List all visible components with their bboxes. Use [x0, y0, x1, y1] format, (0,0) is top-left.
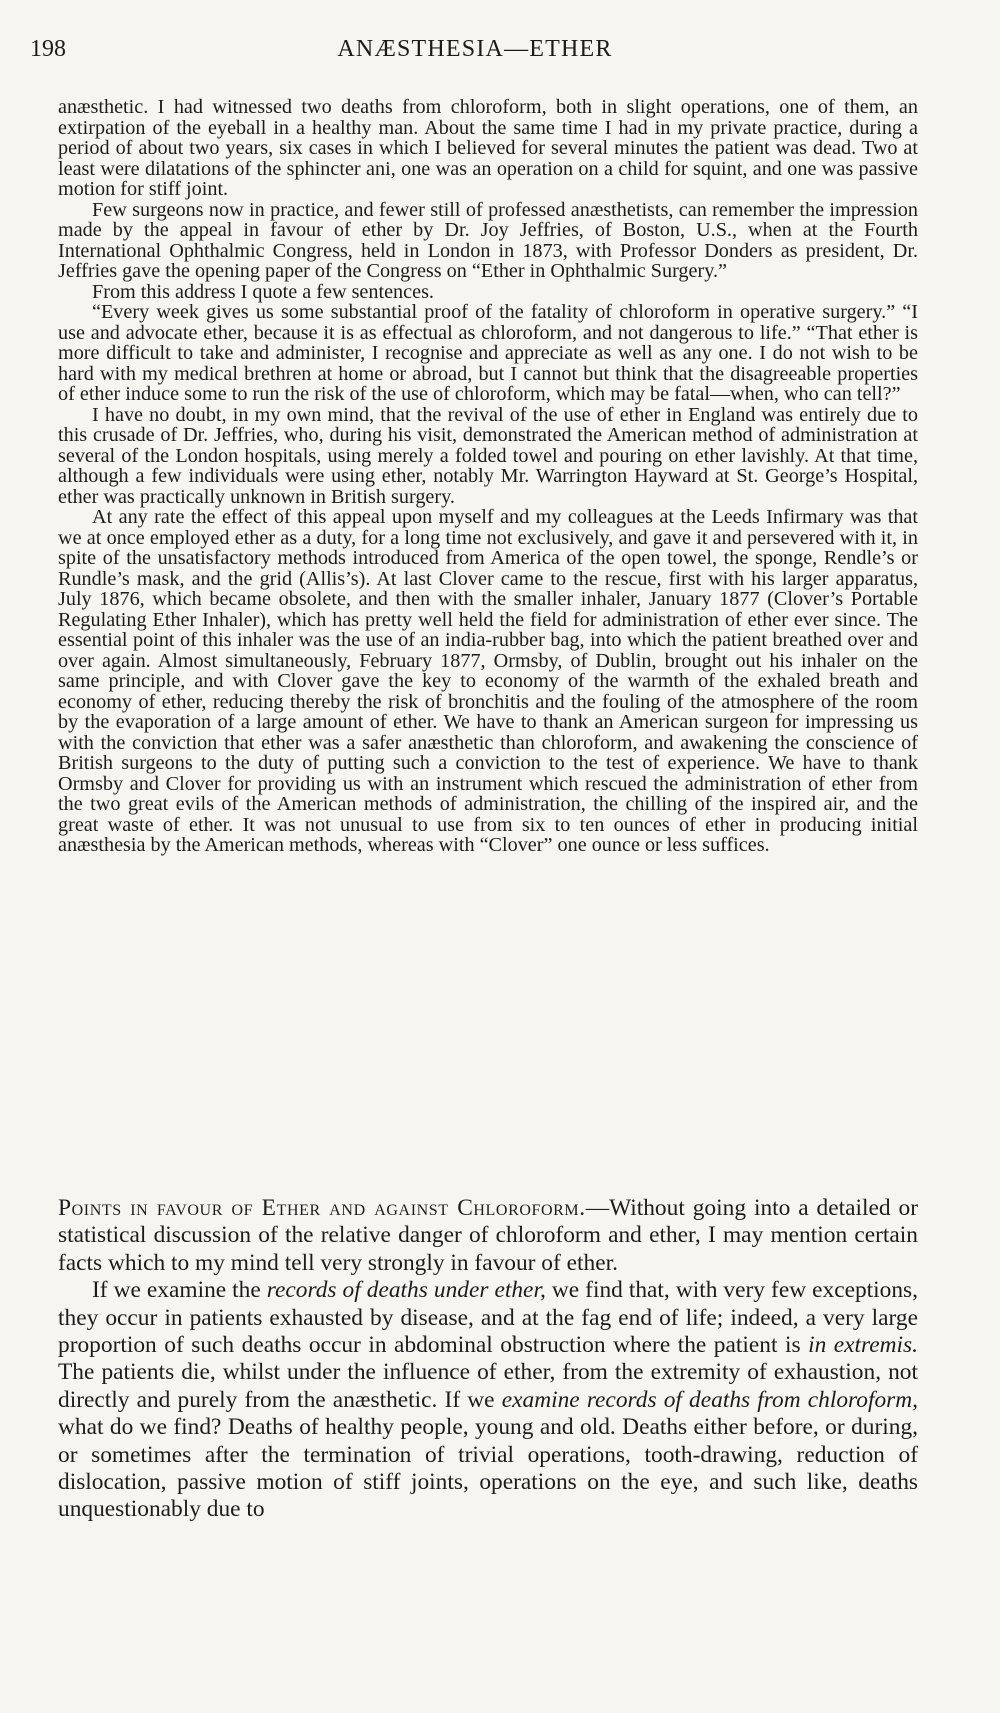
text-run: The patients die, whilst under the influence of ether, from the extremity of exhaustion, not directly and purely from the anæsthetic. If we: [58, 1359, 918, 1413]
paragraph-continued: anæsthetic. I had witnessed two deaths from chloroform, both in slight operations, one of them, an extirpation of the eyeball in a healthy man. About the same time I had in my private practice, during a period of about two years, six cases in which I believed for several minutes the patient was dead. Two at least were dilatations of the sphincter ani, one was an operation on a child for squint, and one was passive motion for stiff joint.: [58, 96, 918, 200]
page-number: 198: [30, 36, 66, 62]
paragraph-revival: I have no doubt, in my own mind, that the revival of the use of ether in England was entirely due to this crusade of Dr. Jeffries, who, during his visit, demonstrated the American method of administration at several of the London hospitals, using merely a folded towel and pouring on ether lavishly. At that time, although a few individuals were using ether, notably Mr. Warrington Hayward at St. George’s Hospital, ether was practically unknown in British surgery.: [58, 403, 918, 508]
page-header: [30, 36, 920, 72]
text-run: we find that, with very few exceptions, they occur in patients exhausted by disease, and at the fag end of life; indeed, a very large proportion of such deaths occur in abdominal obstruction where the patient is: [58, 1277, 918, 1359]
section-paragraph-1: [58, 1195, 918, 1277]
italic-phrase: examine records of deaths from chloroform,: [501, 1386, 919, 1413]
text-run: what do we find? Deaths of healthy people, young and old. Deaths either before, or during, or sometimes after the termination of trivial operations, tooth-drawing, reduction of dislocation, passive motion of stiff joints, operations on the eye, and such like, deaths unquestionably due to: [58, 1414, 918, 1523]
section-heading: Points in favour of Ether and against Chloroform.: [58, 1195, 586, 1221]
italic-phrase: records of deaths under ether,: [266, 1277, 546, 1304]
paragraph-quote-intro: From this address I quote a few sentences.: [92, 280, 434, 303]
section-paragraph-2: [58, 1277, 918, 1524]
italic-phrase: in extremis.: [808, 1332, 919, 1359]
running-head: ANÆSTHESIA—ETHER: [337, 36, 613, 62]
paragraph-jeffries-appeal: Few surgeons now in practice, and fewer still of professed anæsthetists, can remember the impression made by the appeal in favour of ether by Dr. Joy Jeffries, of Boston, U.S., when at the Fourth International Ophthalmic Congress, held in London in 1873, with Professor Donders as president, Dr. Jeffries gave the opening paper of the Congress on “Ether in Ophthalmic Surgery.”: [58, 198, 918, 282]
body-text-large: [58, 1195, 918, 1524]
text-run: If we examine the: [92, 1277, 267, 1304]
paragraph-quotation: “Every week gives us some substantial proof of the fatality of chloroform in operative surgery.” “I use and advocate ether, because it is as effectual as chloroform, and not dangerous to life.” “That ether is more difficult to take and administer, I recognise and appreciate as well as any one. I do not wish to be hard with my medical brethren at home or abroad, but I cannot but think that the disagreeable properties of ether induce some to run the risk of the use of chloroform, which may be fatal—when, who can tell?”: [58, 301, 918, 405]
section-intro-text: —Without going into a detailed or statistical discussion of the relative danger of chloroform and ether, I may mention certain facts which to my mind tell very strongly in favour of ether.: [58, 1195, 918, 1276]
paragraph-clover-inhaler: At any rate the effect of this appeal upon myself and my colleagues at the Leeds Infirmary was that we at once employed ether as a duty, for a long time not exclusively, and gave it and persevered with it, in spite of the unsatisfactory methods introduced from America of the open towel, the sponge, Rendle’s or Rundle’s mask, and the grid (Allis’s). At last Clover came to the rescue, first with his larger apparatus, July 1876, which became obsolete, and then with the smaller inhaler, January 1877 (Clover’s Portable Regulating Ether Inhaler), which has pretty well held the field for administration of ether ever since. The essential point of this inhaler was the use of an india-rubber bag, into which the patient breathed over and over again. Almost simultaneously, February 1877, Ormsby, of Dublin, brought out his inhaler on the same principle, and with Clover gave the key to economy of the warmth of the exhaled breath and economy of ether, reducing thereby the risk of bronchitis and the fouling of the atmosphere of the room by the evaporation of a large amount of ether. We have to thank an American surgeon for impressing us with the conviction that ether was a safer anæsthetic than chloroform, and awakening the conscience of British surgeons to the duty of putting such a conviction to the test of experience. We have to thank Ormsby and Clover for providing us with an instrument which rescued the administration of ether from the two great evils of the American methods of administration, the chilling of the inspired air, and the great waste of ether. It was not unusual to use from six to ten ounces of ether in producing initial anæsthesia by the American methods, whereas with “Clover” one ounce or less suffices.: [58, 506, 918, 856]
body-text-small: [58, 97, 918, 856]
